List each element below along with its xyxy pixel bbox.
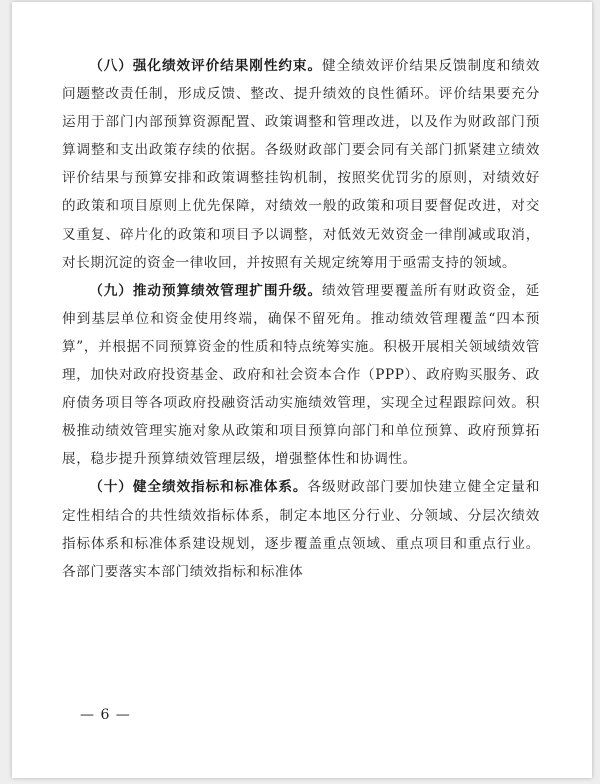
paragraph-ten bbox=[62, 473, 540, 585]
paragraph-eight-heading: （八）强化绩效评价结果刚性约束。 bbox=[89, 58, 323, 74]
paragraph-eight-text: 健全绩效评价结果反馈制度和绩效问题整改责任制，形成反馈、整改、提升绩效的良性循环。评价结果要充分运用于部门内部预算资源配置、政策调整和管理改进，以及作为财政部门预算调整和支出政策存续的依据。各级财政部门要会同有关部门抓紧建立绩效评价结果与预算安排和政策调整挂钩机制，按照奖优罚劣的原则，对绩效好的政策和项目原则上优先保障，对绩效一般的政策和项目要督促改进，对交叉重复、碎片化的政策和项目予以调整，对低效无效资金一律削减或取消，对长期沉淀的资金一律收回，并按照有关规定统筹用于亟需支持的领域。 bbox=[62, 58, 540, 271]
paragraph-eight bbox=[62, 52, 540, 277]
paragraph-ten-text: 各级财政部门要加快建立健全定量和定性相结合的共性绩效指标体系，制定本地区分行业、分领域、分层次绩效指标体系和标准体系建设规划，逐步覆盖重点领域、重点项目和重点行业。各部门要落实本部门绩效指标和标准体 bbox=[62, 479, 540, 580]
paragraph-nine-heading: （九）推动预算绩效管理扩围升级。 bbox=[89, 282, 323, 299]
document-body bbox=[62, 52, 540, 586]
paragraph-ten-heading: （十）健全绩效指标和标准体系。 bbox=[89, 479, 308, 496]
paragraph-nine-text: 绩效管理要覆盖所有财政资金，延伸到基层单位和资金使用终端，确保不留死角。推动绩效管理覆盖“四本预算”，并根据不同预算资金的性质和特点统筹实施。积极开展相关领域绩效管理，加快对政府投资基金、政府和社会资本合作（PPP）、政府购买服务、政府债务项目等各项政府投融资活动实施绩效管理，实现全过程跟踪问效。积极推动绩效管理实施对象从政策和项目预算向部门和单位预算、政府预算拓展，稳步提升预算绩效管理层级，增强整体性和协调性。 bbox=[62, 282, 540, 468]
paragraph-nine bbox=[62, 277, 540, 474]
page-number: — 6 — bbox=[80, 707, 131, 723]
document-page bbox=[12, 2, 592, 778]
